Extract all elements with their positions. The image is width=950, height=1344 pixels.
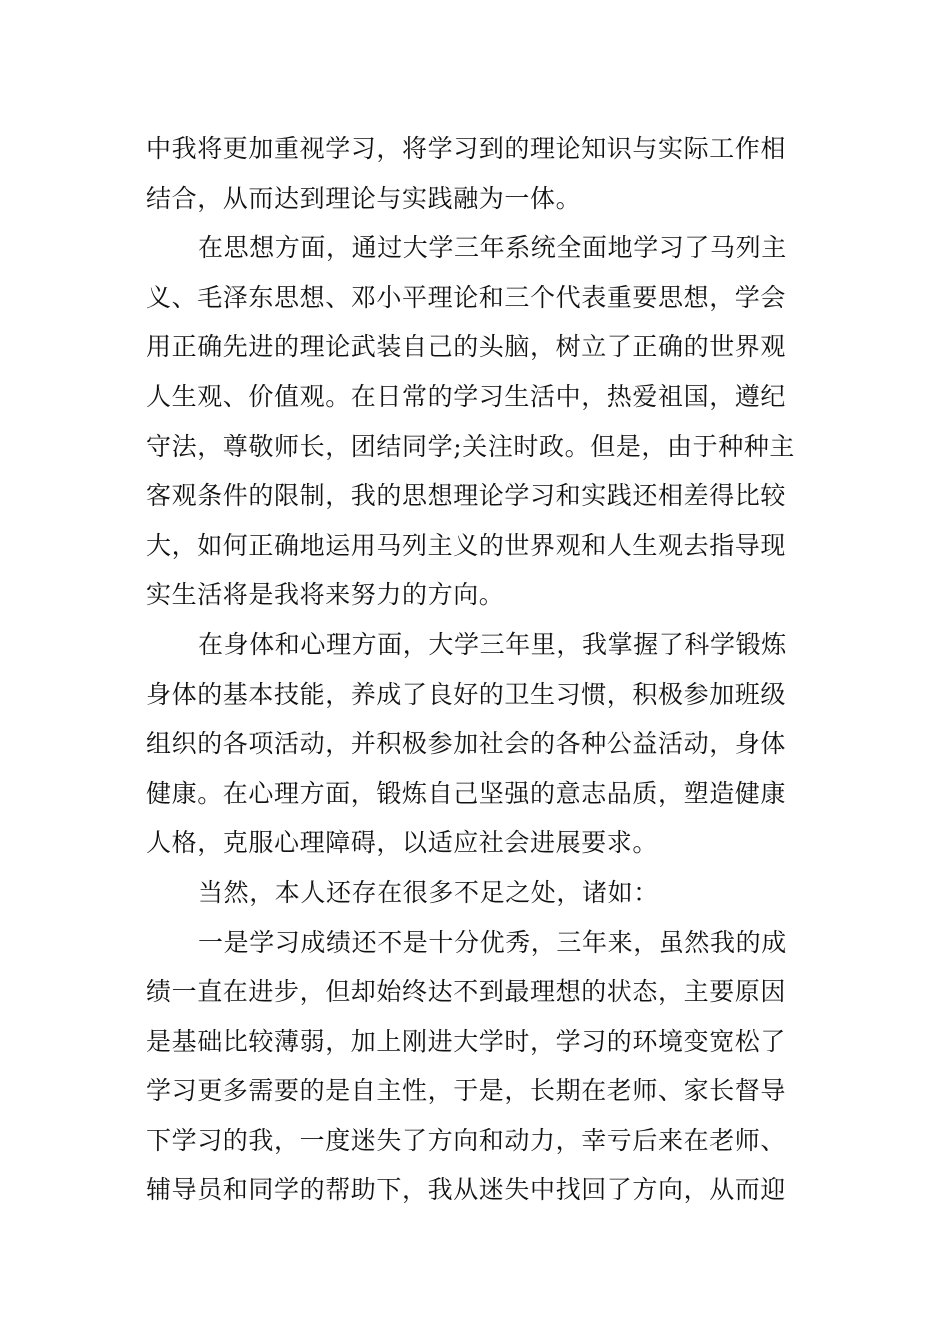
text-line-8: 客观条件的限制，我的思想理论学习和实践还相差得比较: [146, 481, 787, 511]
text-line-12: 身体的基本技能，养成了良好的卫生习惯，积极参加班级: [146, 679, 787, 709]
text-line-15: 人格，克服心理障碍，以适应社会进展要求。: [146, 828, 659, 858]
text-line-6: 人生观、价值观。在日常的学习生活中，热爱祖国，遵纪: [146, 381, 787, 411]
text-line-3: 在思想方面，通过大学三年系统全面地学习了马列主: [198, 233, 787, 263]
text-line-9: 大，如何正确地运用马列主义的世界观和人生观去指导现: [146, 530, 787, 560]
text-line-5: 用正确先进的理论武装自己的头脑，树立了正确的世界观: [146, 332, 787, 362]
text-line-21: 下学习的我，一度迷失了方向和动力，幸亏后来在老师、: [146, 1125, 787, 1155]
text-line-11: 在身体和心理方面，大学三年里，我掌握了科学锻炼: [198, 629, 787, 659]
text-line-20: 学习更多需要的是自主性，于是，长期在老师、家长督导: [146, 1076, 787, 1106]
text-line-13: 组织的各项活动，并积极参加社会的各种公益活动，身体: [146, 729, 787, 759]
text-line-22: 辅导员和同学的帮助下，我从迷失中找回了方向，从而迎: [146, 1175, 787, 1205]
text-line-2: 结合，从而达到理论与实践融为一体。: [146, 183, 582, 213]
text-line-19: 是基础比较薄弱，加上刚进大学时，学习的环境变宽松了: [146, 1026, 787, 1056]
text-line-7: 守法，尊敬师长，团结同学;关注时政。但是，由于种种主: [146, 431, 796, 461]
text-line-16: 当然，本人还存在很多不足之处，诸如：: [198, 877, 659, 907]
text-line-1: 中我将更加重视学习，将学习到的理论知识与实际工作相: [146, 134, 787, 163]
text-line-14: 健康。在心理方面，锻炼自己坚强的意志品质，塑造健康: [146, 778, 787, 808]
text-line-10: 实生活将是我将来努力的方向。: [146, 580, 505, 610]
text-line-4: 义、毛泽东思想、邓小平理论和三个代表重要思想，学会: [146, 282, 787, 312]
text-line-17: 一是学习成绩还不是十分优秀，三年来，虽然我的成: [198, 927, 787, 957]
body-text: [146, 124, 806, 1215]
text-line-18: 绩一直在进步，但却始终达不到最理想的状态，主要原因: [146, 977, 787, 1007]
